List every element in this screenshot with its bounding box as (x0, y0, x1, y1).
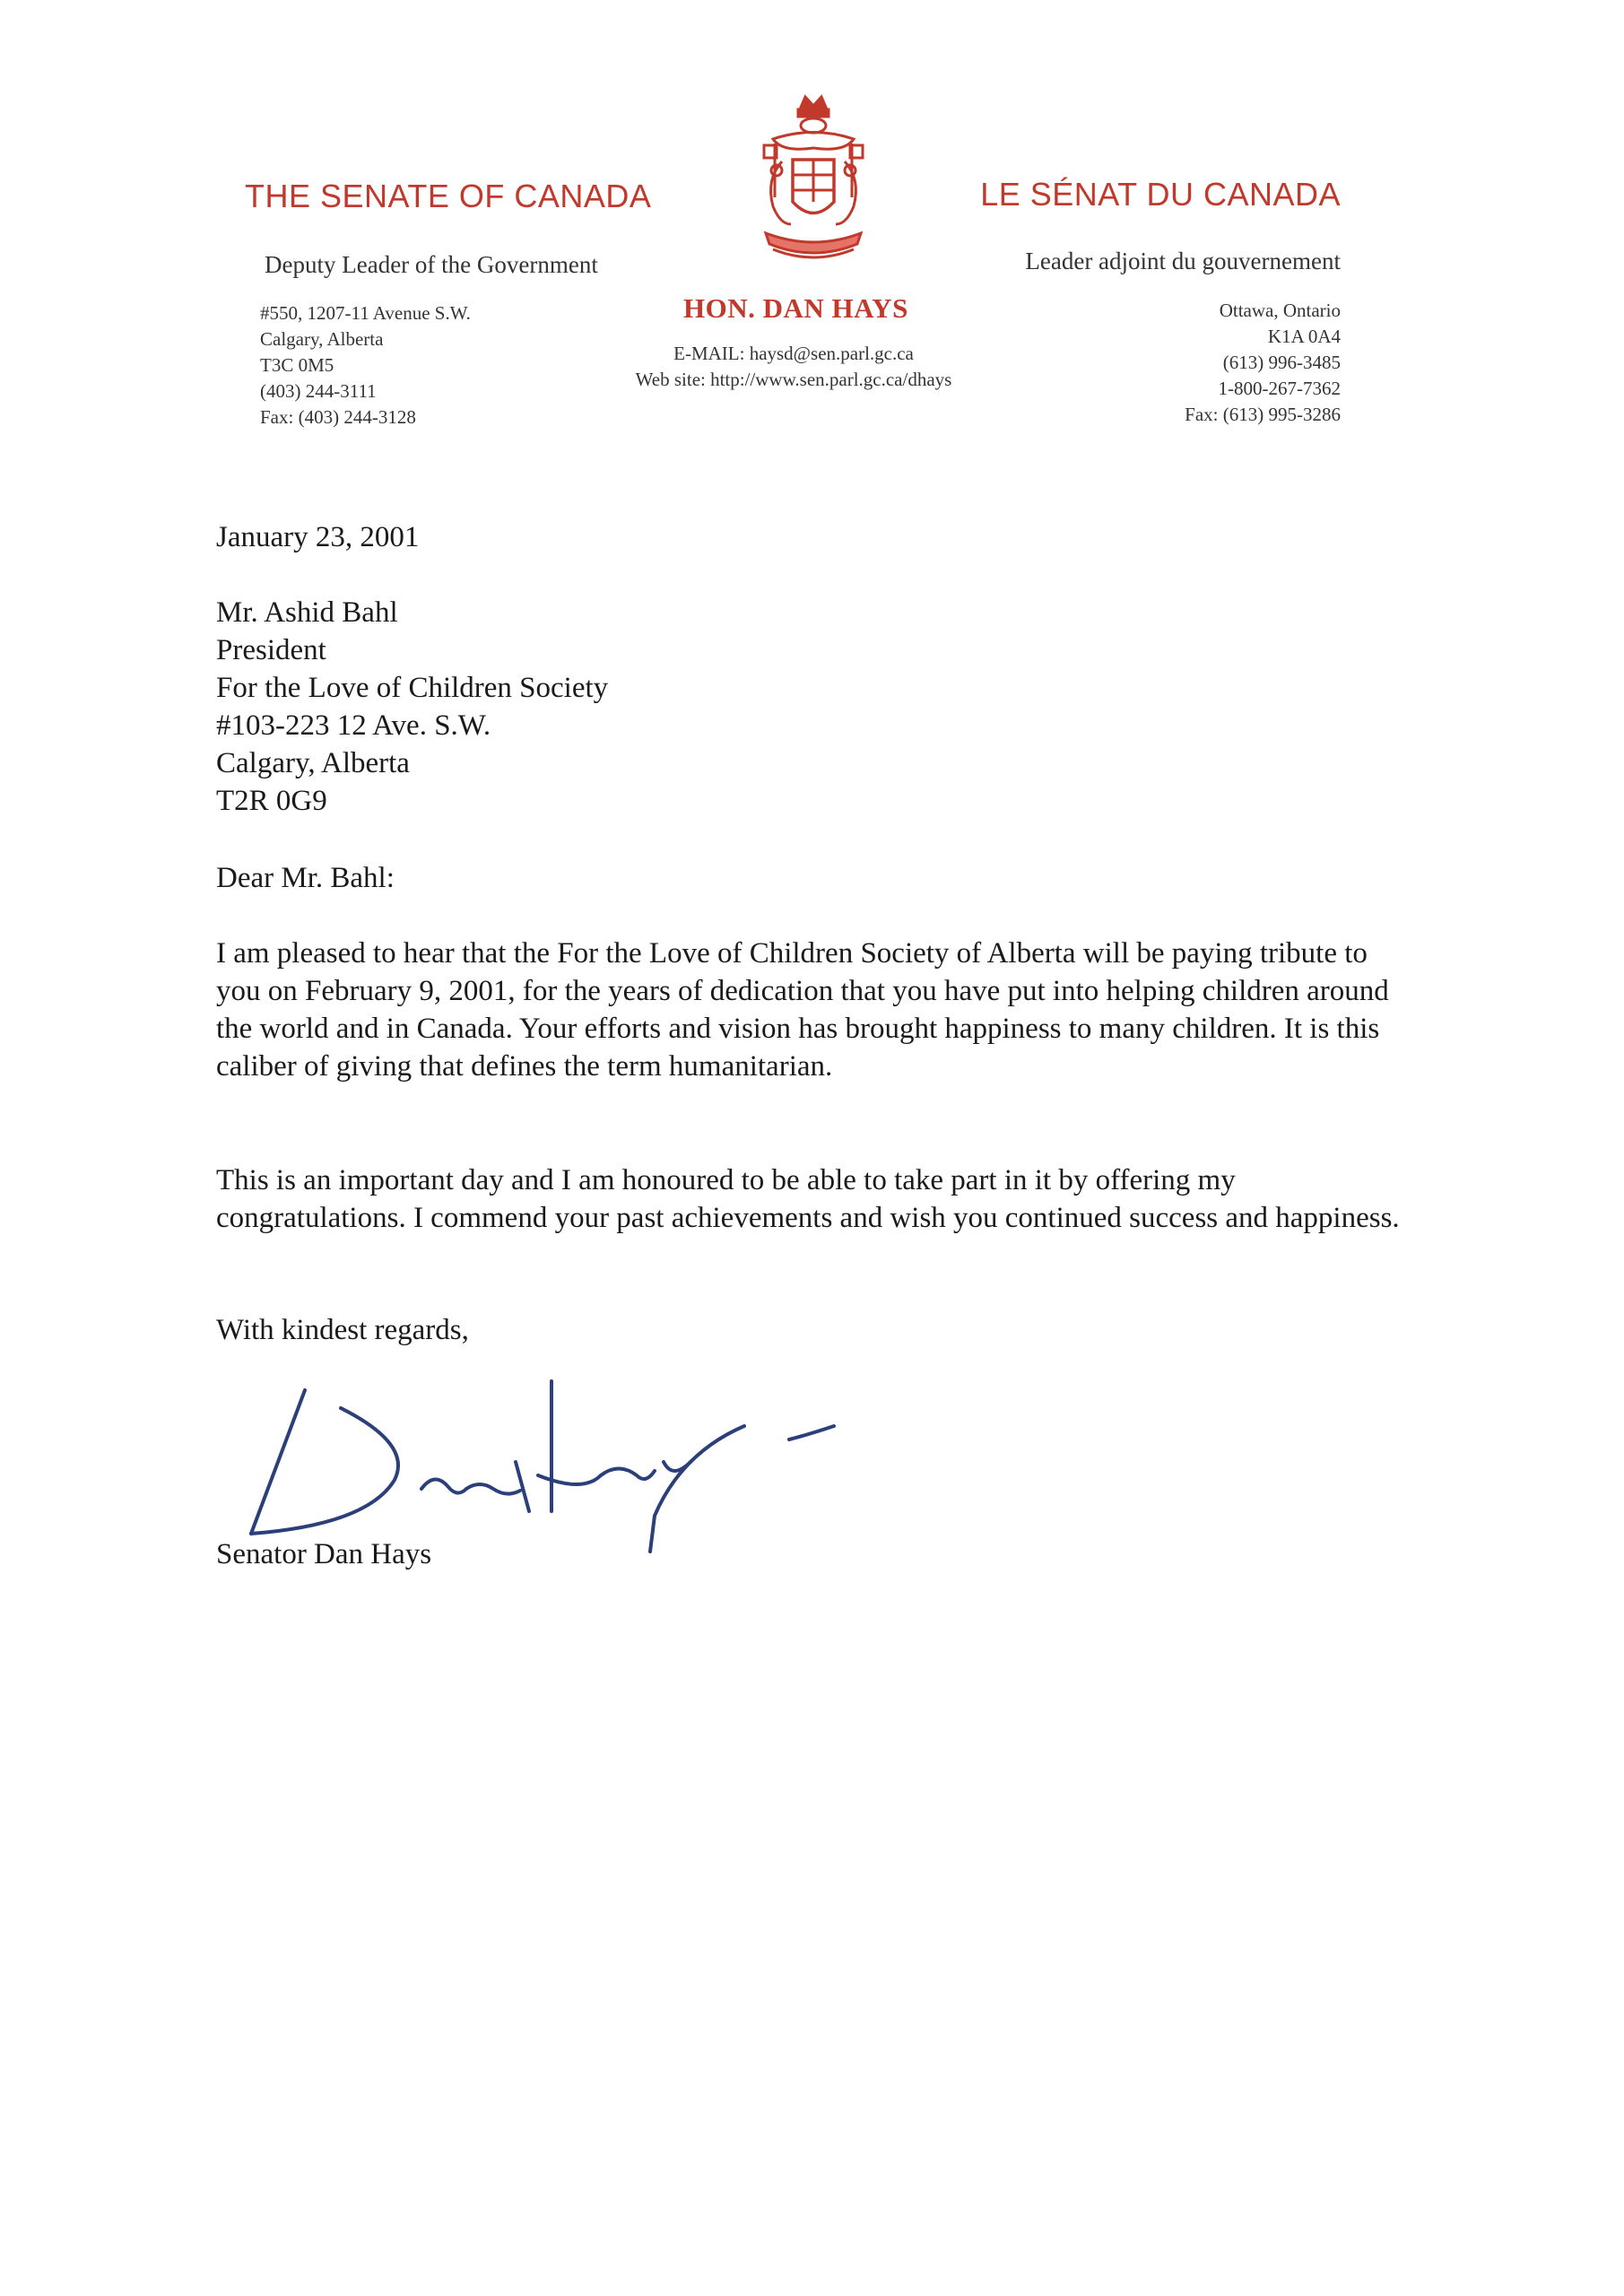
senate-title-english: THE SENATE OF CANADA (245, 178, 652, 214)
address-line: (403) 244-3111 (260, 380, 377, 402)
email-line: E-MAIL: haysd@sen.parl.gc.ca (673, 343, 914, 364)
right-subtitle: Leader adjoint du gouvernement (1025, 248, 1341, 274)
address-line: #550, 1207-11 Avenue S.W. (260, 302, 471, 324)
recipient-line: President (216, 634, 326, 666)
recipient-line: For the Love of Children Society (216, 672, 609, 704)
contact-block (592, 341, 995, 393)
senate-title-french: LE SÉNAT DU CANADA (980, 176, 1341, 213)
address-line: Calgary, Alberta (260, 328, 384, 350)
recipient-address (216, 594, 608, 820)
recipient-line: T2R 0G9 (216, 785, 327, 817)
right-address-block (1185, 298, 1341, 428)
address-line: Fax: (613) 995-3286 (1185, 404, 1341, 425)
address-line: 1-800-267-7362 (1218, 378, 1341, 399)
salutation: Dear Mr. Bahl: (216, 862, 395, 894)
website-line: Web site: http://www.sen.parl.gc.ca/dhays (635, 369, 952, 390)
recipient-line: Mr. Ashid Bahl (216, 596, 398, 629)
address-line: Ottawa, Ontario (1219, 300, 1341, 321)
left-address-block (260, 300, 471, 430)
letter-date: January 23, 2001 (216, 521, 420, 553)
address-line: K1A 0A4 (1267, 326, 1341, 347)
address-line: T3C 0M5 (260, 354, 334, 376)
address-line: Fax: (403) 244-3128 (260, 406, 416, 428)
coat-of-arms-icon (746, 90, 881, 269)
closing: With kindest regards, (216, 1314, 469, 1346)
senator-name: HON. DAN HAYS (683, 292, 908, 324)
paragraph-2: This is an important day and I am honoured to be able to take part in it by offering my congratulations. I commend your past achievements and wish you continued success and happiness. (216, 1164, 1400, 1234)
left-subtitle: Deputy Leader of the Government (265, 251, 598, 278)
signature-name: Senator Dan Hays (216, 1538, 432, 1570)
recipient-line: #103-223 12 Ave. S.W. (216, 709, 491, 742)
recipient-line: Calgary, Alberta (216, 747, 410, 779)
paragraph-1: I am pleased to hear that the For the Love of Children Society of Alberta will be paying tribute to you on February 9, 2001, for the years of dedication that you have put into helping children around the world and in Canada. Your efforts and vision has brought happiness to many children. It is this caliber of giving that defines the term humanitarian. (216, 937, 1389, 1083)
address-line: (613) 996-3485 (1222, 352, 1341, 373)
